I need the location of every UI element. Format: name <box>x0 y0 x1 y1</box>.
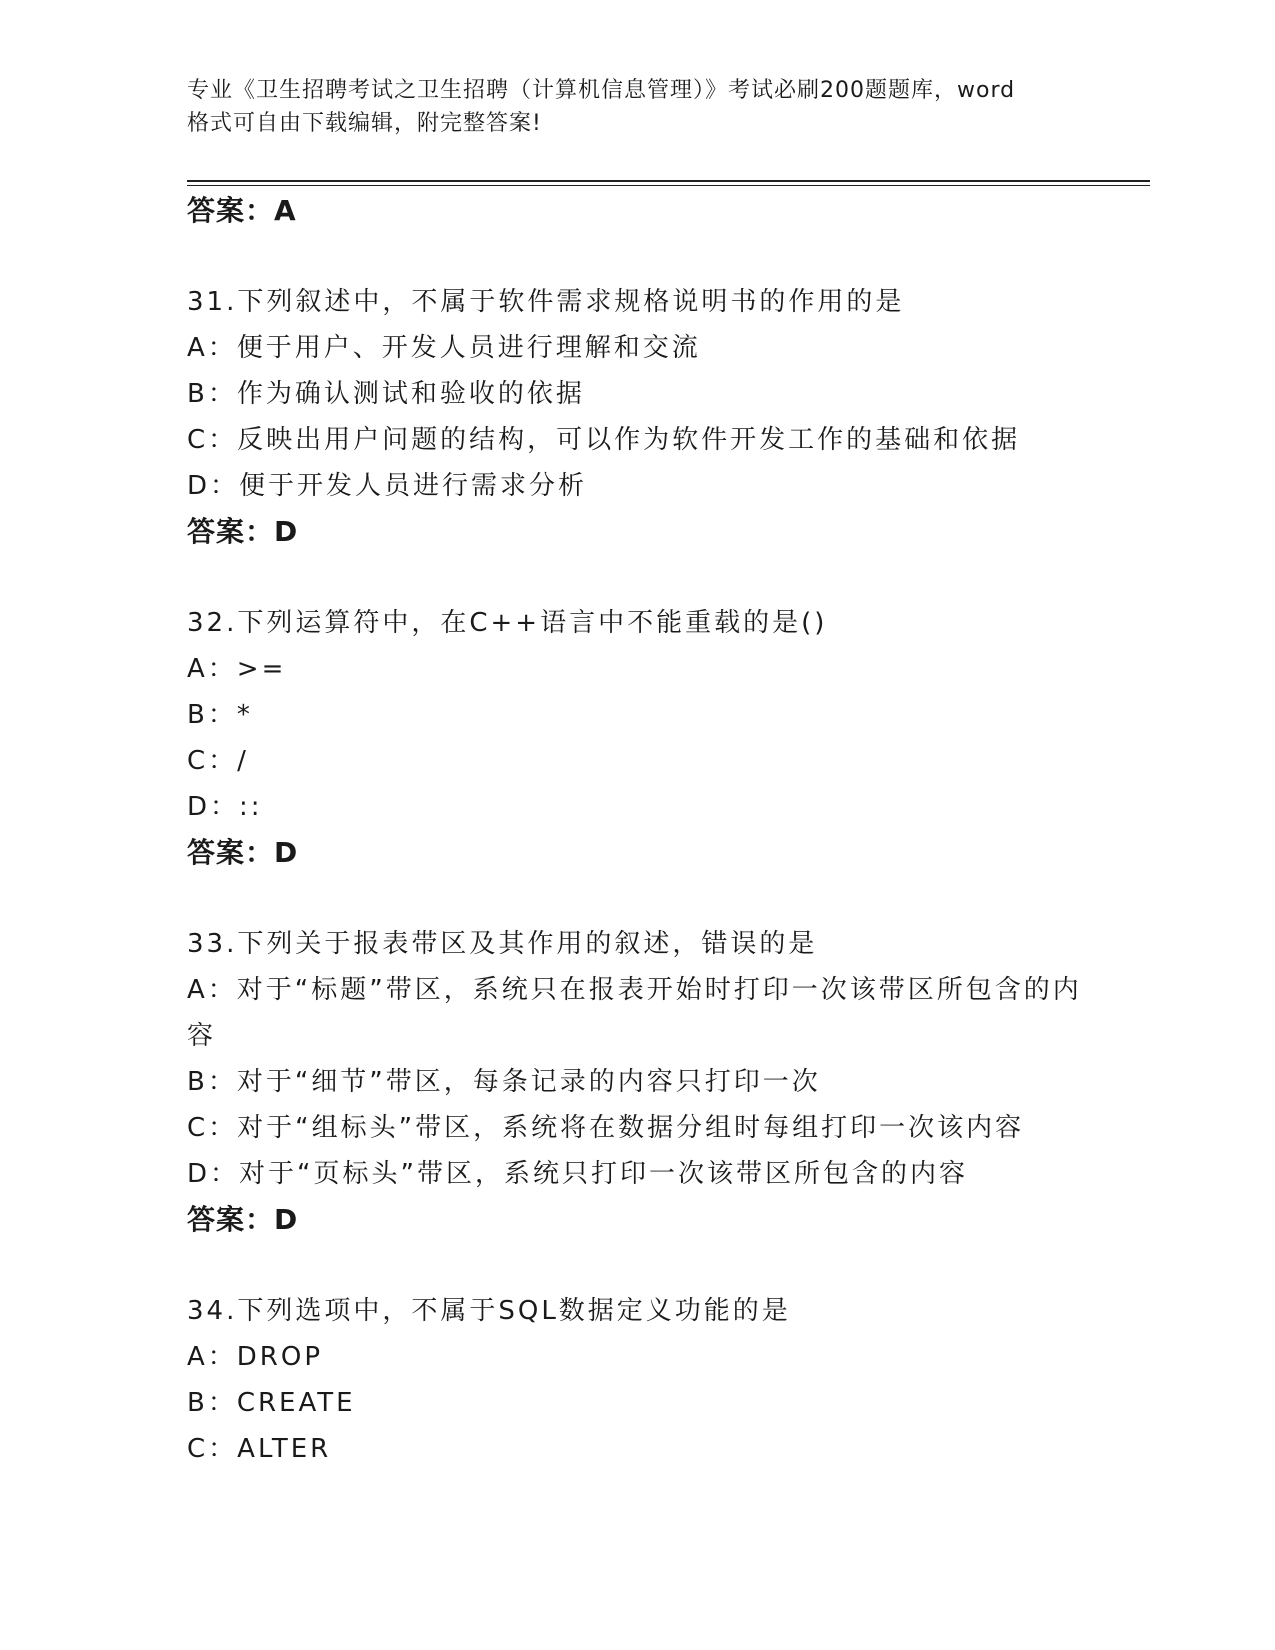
question-stem: 34.下列选项中，不属于SQL数据定义功能的是 <box>187 1296 791 1326</box>
question-34 <box>187 1288 1107 1472</box>
answer: 答案：D <box>187 515 299 548</box>
header-divider-thin <box>187 185 1150 186</box>
question-31 <box>187 279 1107 555</box>
answer: 答案：D <box>187 1203 299 1236</box>
option-a: A：便于用户、开发人员进行理解和交流 <box>187 333 701 363</box>
answer-30: 答案：A <box>187 194 297 227</box>
header-line-1: 专业《卫生招聘考试之卫生招聘（计算机信息管理）》考试必刷200题题库，word <box>187 78 1016 103</box>
option-d: D：便于开发人员进行需求分析 <box>187 471 588 501</box>
option-a: A：DROP <box>187 1342 324 1372</box>
question-content <box>187 188 1107 1472</box>
option-b: B：* <box>187 700 253 730</box>
option-a: A：对于“标题”带区，系统只在报表开始时打印一次该带区所包含的内容 <box>187 975 1082 1051</box>
option-b: B：对于“细节”带区，每条记录的内容只打印一次 <box>187 1067 821 1097</box>
question-33 <box>187 921 1107 1243</box>
option-c: C：反映出用户问题的结构，可以作为软件开发工作的基础和依据 <box>187 425 1021 455</box>
option-c: C：/ <box>187 746 249 776</box>
header-divider-thick <box>187 180 1150 182</box>
question-32 <box>187 600 1107 876</box>
option-d: D：:: <box>187 792 263 822</box>
question-stem: 31.下列叙述中，不属于软件需求规格说明书的作用的是 <box>187 287 905 317</box>
option-b: B：CREATE <box>187 1388 356 1418</box>
option-b: B：作为确认测试和验收的依据 <box>187 379 585 409</box>
option-c: C：ALTER <box>187 1434 332 1464</box>
option-a: A：>= <box>187 654 287 684</box>
document-header <box>187 74 1087 140</box>
option-d: D：对于“页标头”带区，系统只打印一次该带区所包含的内容 <box>187 1159 968 1189</box>
answer: 答案：D <box>187 836 299 869</box>
header-line-2: 格式可自由下载编辑，附完整答案! <box>187 111 542 136</box>
option-c: C：对于“组标头”带区，系统将在数据分组时每组打印一次该内容 <box>187 1113 1025 1143</box>
question-stem: 32.下列运算符中，在C++语言中不能重载的是() <box>187 608 828 638</box>
question-stem: 33.下列关于报表带区及其作用的叙述，错误的是 <box>187 929 818 959</box>
